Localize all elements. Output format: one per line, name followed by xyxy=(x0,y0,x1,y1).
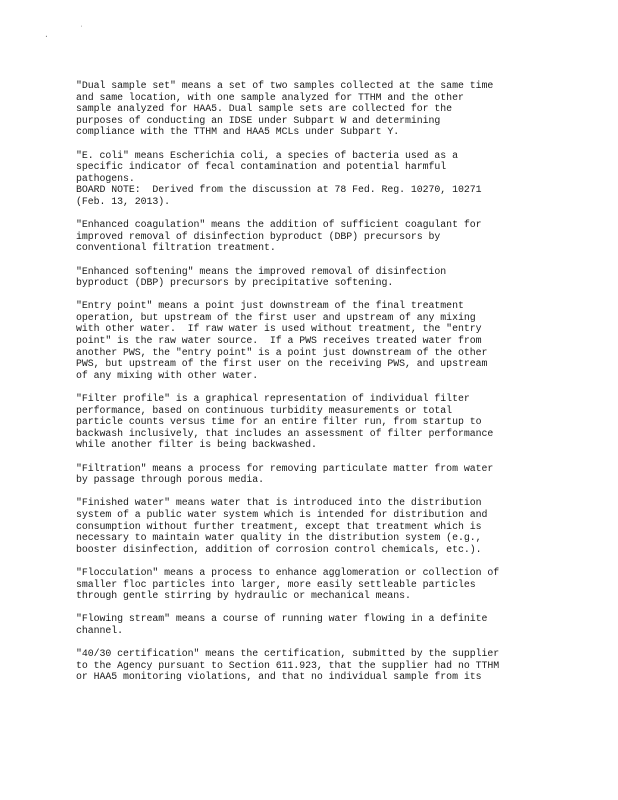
text-line: point" is the raw water source. If a PWS receives treated water from xyxy=(76,335,482,347)
text-line: particle counts versus time for an entire filter run, from startup to xyxy=(76,416,482,428)
text-line: BOARD NOTE: Derived from the discussion at 78 Fed. Reg. 10270, 10271 xyxy=(76,184,482,196)
text-line: "Enhanced coagulation" means the addition of sufficient coagulant for xyxy=(76,219,482,231)
paragraph-enhanced-coagulation xyxy=(76,219,538,254)
text-line: "Filtration" means a process for removing particulate matter from water xyxy=(76,462,494,474)
text-line: consumption without further treatment, except that treatment which is xyxy=(76,520,482,532)
text-line: "Flowing stream" means a course of running water flowing in a definite xyxy=(76,613,488,625)
text-line: PWS, but upstream of the first user on the receiving PWS, and upstream xyxy=(76,358,488,370)
text-line: "Dual sample set" means a set of two samples collected at the same time xyxy=(76,80,494,91)
text-line: channel. xyxy=(76,624,124,636)
paragraph-filtration-fragment xyxy=(76,463,538,486)
text-line: operation, but upstream of the first user and upstream of any mixing xyxy=(76,311,476,323)
text-line: "Flocculation" means a process to enhance agglomeration or collection of xyxy=(76,566,500,578)
paragraph-filter-profile xyxy=(76,393,538,451)
text-line: specific indicator of fecal contamination and potential harmful xyxy=(76,161,447,173)
text-line: booster disinfection, addition of corrosion control chemicals, etc.). xyxy=(76,543,482,555)
text-line: purposes of conducting an IDSE under Subpart W and determining xyxy=(76,114,441,126)
text-line: by passage through porous media. xyxy=(76,474,265,486)
paragraph-e-coli xyxy=(76,150,538,185)
text-line: pathogens. xyxy=(76,172,135,184)
text-line: "40/30 certification" means the certification, submitted by the supplier xyxy=(76,648,500,660)
scan-speck: . xyxy=(44,31,49,40)
text-line: compliance with the TTHM and HAA5 MCLs under Subpart Y. xyxy=(76,126,400,138)
text-line: another PWS, the "entry point" is a point just downstream of the other xyxy=(76,346,488,358)
paragraph-flowing-stream xyxy=(76,613,538,636)
text-line: smaller floc particles into larger, more easily settleable particles xyxy=(76,578,476,590)
scan-speck: ˙ xyxy=(79,26,84,35)
paragraph-enhanced-softening xyxy=(76,266,538,289)
text-line: "E. coli" means Escherichia coli, a species of bacteria used as a xyxy=(76,149,458,161)
paragraph-entry-point xyxy=(76,300,538,381)
paragraph-dual-sample-set xyxy=(76,80,538,138)
text-line: byproduct (DBP) precursors by precipitative softening. xyxy=(76,277,394,289)
text-line: system of a public water system which is intended for distribution and xyxy=(76,508,488,520)
paragraph-flocculation xyxy=(76,567,538,602)
text-line: "Enhanced softening" means the improved removal of disinfection xyxy=(76,265,447,277)
text-line: "Filter profile" is a graphical representation of individual filter xyxy=(76,393,470,405)
paragraph-board-note xyxy=(76,184,538,207)
text-line: while another filter is being backwashed. xyxy=(76,439,317,451)
text-line: with other water. If raw water is used without treatment, the "entry xyxy=(76,323,482,335)
text-line: to the Agency pursuant to Section 611.923, that the supplier had no TTHM xyxy=(76,659,500,671)
text-line: performance, based on continuous turbidity measurements or total xyxy=(76,404,453,416)
text-line: through gentle stirring by hydraulic or mechanical means. xyxy=(76,590,411,602)
text-line: "Finished water" means water that is introduced into the distribution xyxy=(76,497,482,509)
text-line: of any mixing with other water. xyxy=(76,369,259,381)
text-line: or HAA5 monitoring violations, and that no individual sample from its xyxy=(76,671,482,683)
text-line: necessary to maintain water quality in the distribution system (e.g., xyxy=(76,532,482,544)
paragraph-finished-water xyxy=(76,497,538,555)
paragraph-forty-thirty-certification xyxy=(76,648,538,683)
text-line: and same location, with one sample analyzed for TTHM and the other xyxy=(76,91,464,103)
document-page xyxy=(76,80,538,694)
text-line: backwash inclusively, that includes an assessment of filter performance xyxy=(76,427,494,439)
text-line: (Feb. 13, 2013). xyxy=(76,195,171,207)
text-line: sample analyzed for HAA5. Dual sample sets are collected for the xyxy=(76,103,453,115)
text-line: improved removal of disinfection byproduct (DBP) precursors by xyxy=(76,230,441,242)
text-line: conventional filtration treatment. xyxy=(76,242,276,254)
text-line: "Entry point" means a point just downstream of the final treatment xyxy=(76,300,464,312)
